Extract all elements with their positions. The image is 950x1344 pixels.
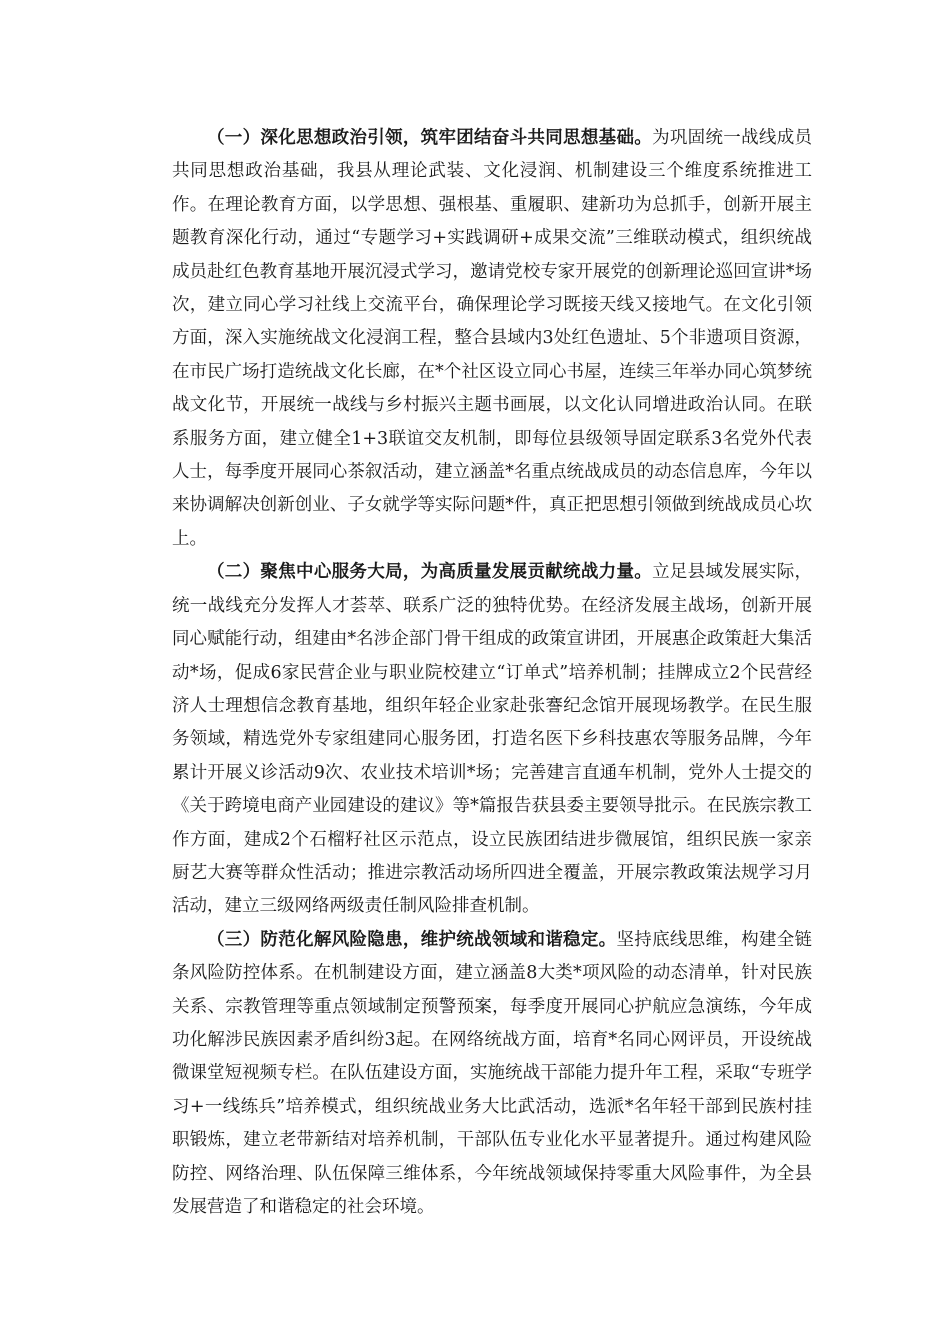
paragraph-1-heading: （一）深化思想政治引领，筑牢团结奋斗共同思想基础。 xyxy=(207,128,653,148)
paragraph-2 xyxy=(172,556,812,923)
paragraph-2-heading: （二）聚焦中心服务大局，为高质量发展贡献统战力量。 xyxy=(207,562,653,583)
paragraph-1 xyxy=(172,122,812,556)
paragraph-2-text: 立足县域发展实际，统一战线充分发挥人才荟萃、联系广泛的独特优势。在经济发展主战场，创新开展同心赋能行动，组建由*名涉企部门骨干组成的政策宣讲团，开展惠企政策赶大集活动*场，促成6家民营企业与职业院校建立“订单式”培养机制；挂牌成立2个民营经济人士理想信念教育基地，组织年轻企业家赴张謇纪念馆开展现场教学。在民生服务领域，精选党外专家组建同心服务团，打造名医下乡科技惠农等服务品牌，今年累计开展义诊活动9次、农业技术培训*场；完善建言直通车机制，党外人士提交的《关于跨境电商产业园建设的建议》等*篇报告获县委主要领导批示。在民族宗教工作方面，建成2个石榴籽社区示范点，设立民族团结进步微展馆，组织民族一家亲厨艺大赛等群众性活动；推进宗教活动场所四进全覆盖，开展宗教政策法规学习月活动，建立三级网络两级责任制风险排查机制。 xyxy=(172,562,813,917)
paragraph-3-text: 坚持底线思维，构建全链条风险防控体系。在机制建设方面，建立涵盖8大类*项风险的动态清单，针对民族关系、宗教管理等重点领域制定预警预案，每季度开展同心护航应急演练，今年成功化解涉民族因素矛盾纠纷3起。在网络统战方面，培育*名同心网评员，开设统战微课堂短视频专栏。在队伍建设方面，实施统战干部能力提升年工程，采取“专班学习+一线练兵”培养模式，组织统战业务大比武活动，选派*名年轻干部到民族村挂职锻炼，建立老带新结对培养机制，干部队伍专业化水平显著提升。通过构建风险防控、网络治理、队伍保障三维体系，今年统战领域保持零重大风险事件，为全县发展营造了和谐稳定的社会环境。 xyxy=(172,929,812,1217)
paragraph-1-text: 为巩固统一战线成员共同思想政治基础，我县从理论武装、文化浸润、机制建设三个维度系统推进工作。在理论教育方面，以学思想、强根基、重履职、建新功为总抓手，创新开展主题教育深化行动，通过“专题学习+实践调研+成果交流”三维联动模式，组织统战成员赴红色教育基地开展沉浸式学习，邀请党校专家开展党的创新理论巡回宣讲*场次，建立同心学习社线上交流平台，确保理论学习既接天线又接地气。在文化引领方面，深入实施统战文化浸润工程，整合县域内3处红色遗址、5个非遗项目资源，在市民广场打造统战文化长廊，在*个社区设立同心书屋，连续三年举办同心筑梦统战文化节，开展统一战线与乡村振兴主题书画展，以文化认同增进政治认同。在联系服务方面，建立健全1+3联谊交友机制，即每位县级领导固定联系3名党外代表人士，每季度开展同心茶叙活动，建立涵盖*名重点统战成员的动态信息库，今年以来协调解决创新创业、子女就学等实际问题*件，真正把思想引领做到统战成员心坎上。 xyxy=(172,128,813,549)
paragraph-3-heading: （三）防范化解风险隐患，维护统战领域和谐稳定。 xyxy=(207,929,617,950)
document-body xyxy=(172,122,812,1224)
paragraph-3 xyxy=(172,924,812,1225)
